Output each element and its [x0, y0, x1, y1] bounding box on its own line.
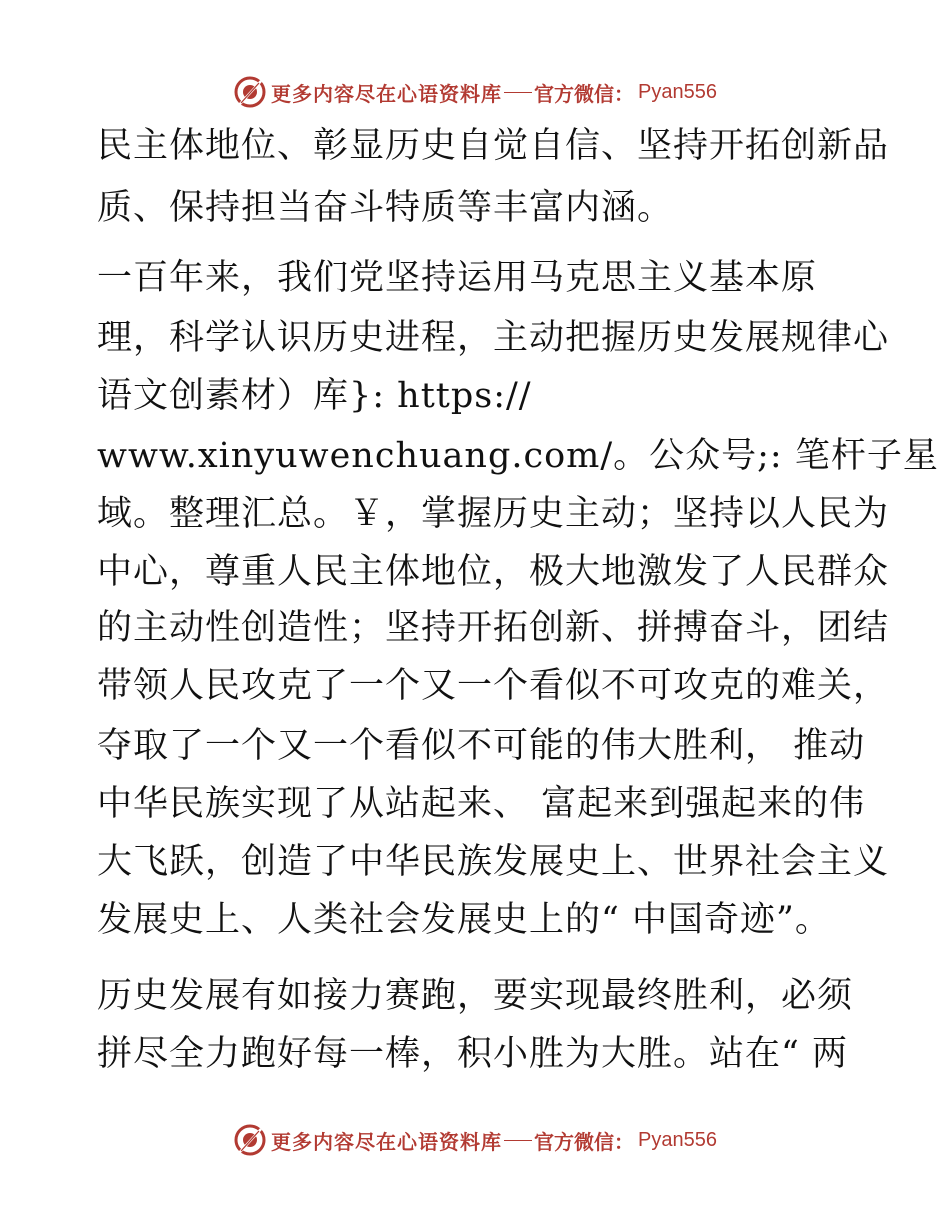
body-line: 夺取了一个又一个看似不可能的伟大胜利， 推动	[97, 726, 866, 766]
body-line: www.xinyuwenchuang.com/。公众号;: 笔杆子星	[97, 436, 939, 476]
header-banner	[0, 72, 950, 112]
body-line: 质、保持担当奋斗特质等丰富内涵。	[97, 188, 674, 228]
header-official-text: 官方微信：	[534, 81, 635, 106]
footer-banner	[0, 1120, 950, 1160]
body-line: 理，科学认识历史进程，主动把握历史发展规律心	[97, 318, 890, 358]
body-line: 中心，尊重人民主体地位，极大地激发了人民群众	[97, 552, 890, 592]
body-line: 带领人民攻克了一个又一个看似不可攻克的难关，	[97, 666, 890, 706]
body-line: 中华民族实现了从站起来、 富起来到强起来的伟	[97, 784, 866, 824]
footer-official-text: 官方微信：	[534, 1129, 635, 1154]
footer-dash-divider	[504, 1140, 532, 1141]
body-line: 民主体地位、彰显历史自觉自信、坚持开拓创新品	[97, 126, 890, 166]
header-dash-divider	[504, 92, 532, 93]
footer-wechat-handle: Pyan556	[638, 1128, 717, 1151]
footer-brand-text: 更多内容尽在心语资料库	[271, 1129, 503, 1154]
quill-seal-icon	[233, 75, 267, 109]
body-line: 历史发展有如接力赛跑，要实现最终胜利，必须	[97, 976, 854, 1016]
body-line: 发展史上、人类社会发展史上的“ 中国奇迹”。	[97, 900, 831, 940]
body-line: 域。整理汇总。￥，掌握历史主动；坚持以人民为	[97, 494, 890, 534]
body-line: 的主动性创造性；坚持开拓创新、拼搏奋斗，团结	[97, 608, 890, 648]
body-line: 大飞跃，创造了中华民族发展史上、世界社会主义	[97, 842, 890, 882]
header-wechat-handle: Pyan556	[638, 80, 717, 103]
header-brand-text: 更多内容尽在心语资料库	[271, 81, 503, 106]
body-line: 拼尽全力跑好每一棒，积小胜为大胜。站在“ 两	[97, 1034, 849, 1074]
body-line: 语文创素材）库}: https://	[97, 376, 532, 416]
body-line: 一百年来，我们党坚持运用马克思主义基本原	[97, 258, 818, 298]
quill-seal-icon	[233, 1123, 267, 1157]
